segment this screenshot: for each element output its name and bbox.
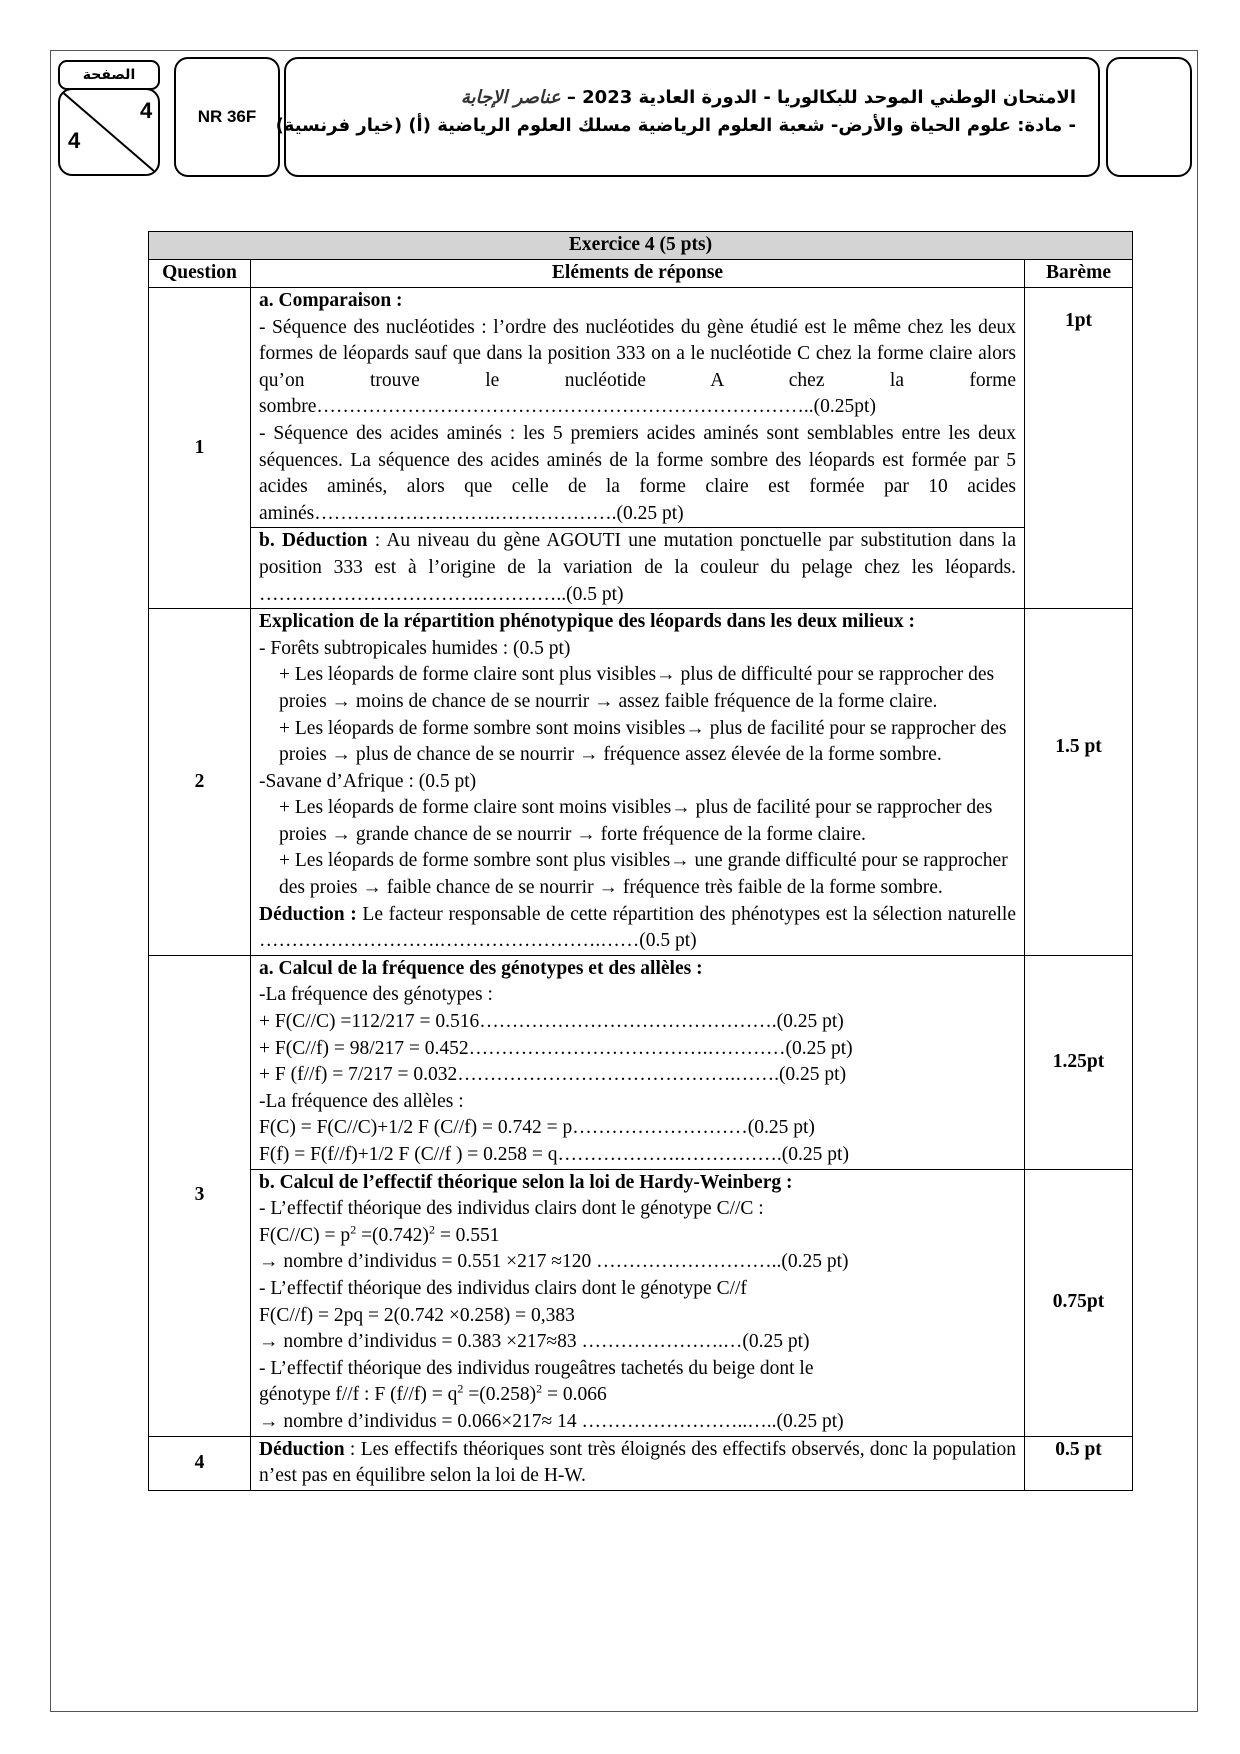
bareme-value: 1pt (1025, 288, 1133, 609)
page-total: 4 (68, 128, 81, 153)
exam-title-box (275, 57, 1100, 177)
answer-cell (251, 288, 1025, 528)
answer-text: + F(C//f) = 98/217 = 0.452……………………………….…………(0.25 pt) (259, 1037, 853, 1059)
answer-cell (251, 609, 1025, 956)
question-number: 4 (149, 1436, 251, 1490)
answer-subtitle: a. Comparaison : (259, 290, 403, 311)
answer-subtitle: b. Calcul de l’effectif théorique selon la loi de Hardy-Weinberg : (259, 1171, 793, 1193)
col-bareme: Barème (1025, 260, 1133, 288)
table-row (149, 288, 1133, 528)
answer-text: - L’effectif théorique des individus clairs dont le génotype C//C : (259, 1198, 764, 1220)
exam-title-line1 (308, 85, 1076, 111)
answer-text: - Forêts subtropicales humides : (0.5 pt) (259, 637, 571, 659)
bareme-value: 0.5 pt (1025, 1436, 1133, 1490)
answer-text: + Les léopards de forme claire sont moins visibles→ plus de facilité pour se rapprocher des proies → grande chance de se nourrir → forte fréquence de la forme claire. (279, 797, 993, 845)
answer-text: + F(C//C) =112/217 = 0.516……………………………………….(0.25 pt) (259, 1011, 844, 1033)
answer-subtitle: Explication de la répartition phénotypique des léopards dans les deux milieux : (259, 611, 916, 633)
answer-text: → nombre d’individus = 0.551 ×217 ≈120 ………………………..(0.25 pt) (259, 1251, 849, 1273)
answer-text: b. Déduction : Au niveau du gène AGOUTI une mutation ponctuelle par substitution dans la position 333 est à l’origine de la variation de la couleur du pelage chez les léopards. …………………………….…………..(0.5 pt) (259, 530, 1016, 605)
table-row (149, 1436, 1133, 1490)
answer-cell (251, 955, 1025, 1169)
answer-text: -La fréquence des génotypes : (259, 984, 493, 1006)
answer-table (148, 231, 1133, 1491)
answer-text: → nombre d’individus = 0.066×217≈ 14 ……………………..…..(0.25 pt) (259, 1410, 844, 1432)
answer-text: + Les léopards de forme sombre sont moins visibles→ plus de facilité pour se rapprocher des proies → plus de chance de se nourrir → fréquence assez élevée de la forme sombre. (279, 717, 1007, 766)
answer-text: Déduction : Les effectifs théoriques sont très éloignés des effectifs observés, donc la population n’est pas en équilibre selon la loi de H-W. (259, 1438, 1016, 1487)
bareme-value: 1.25pt (1025, 955, 1133, 1169)
answer-text: → nombre d’individus = 0.383 ×217≈83 ………………….…(0.25 pt) (259, 1331, 810, 1353)
answer-text: génotype f//f : F $(f//f) = q^2 =(0.258)^2 = 0.066$ (259, 1381, 607, 1406)
table-row (149, 1169, 1133, 1436)
question-number: 2 (149, 609, 251, 956)
page-current: 4 (140, 98, 153, 123)
answer-text: + F (f//f) = 7/217 = 0.032…………………………………….…….(0.25 pt) (259, 1064, 847, 1086)
page-number-box (58, 88, 160, 176)
answer-cell (251, 528, 1025, 609)
answer-elements-label: عناصر الإجابة (460, 87, 561, 108)
table-row (149, 528, 1133, 609)
answer-cell (251, 1436, 1025, 1490)
question-number: 1 (149, 288, 251, 609)
exam-subject-line: - مادة: علوم الحياة والأرض- شعبة العلوم الرياضية مسلك العلوم الرياضية (أ) (خيار فرنسية) (275, 115, 1076, 136)
answer-text: - L’effectif théorique des individus clairs dont le génotype C//f (259, 1277, 747, 1299)
answer-text: $F(C//C) = p^2 =(0.742)^2 = 0.551$ (259, 1222, 500, 1246)
answer-text: -Savane d’Afrique : (0.5 pt) (259, 770, 477, 792)
answer-text: + Les léopards de forme sombre sont plus visibles→ une grande difficulté pour se rapprocher des proies → faible chance de se nourrir → fréquence très faible de la forme sombre. (279, 850, 1008, 899)
blank-corner-box (1106, 57, 1192, 177)
answer-text: -La fréquence des allèles : (259, 1090, 464, 1112)
answer-subtitle: a. Calcul de la fréquence des génotypes et des allèles : (259, 957, 703, 979)
exercise-title: Exercice 4 (5 pts) (149, 232, 1133, 260)
answer-text: Déduction : Le facteur responsable de cette répartition des phénotypes est la sélection naturelle ……………………….…………………….……(0.5 pt) (259, 903, 1016, 952)
exam-title-text: الامتحان الوطني الموحد للبكالوريا - الدورة العادية 2023 – (566, 87, 1076, 108)
answer-text: - Séquence des acides aminés : les 5 premiers acides aminés sont semblables entre les deux séquences. La séquence des acides aminés de la forme sombre des léopards est formée par 5 acides aminés, alors que celle de la forme claire est formée par 10 acides aminés……………………….……………….(0.25 pt) (259, 422, 1016, 524)
answer-text: - Séquence des nucléotides : l’ordre des nucléotides du gène étudié est le même chez les deux formes de léopards sauf que dans la position 333 on a le nucléotide C chez la forme claire alors qu’on trouve le nucléotide A chez la forme sombre…………………………………………………………………..(0.25pt) (259, 316, 1016, 418)
answer-text: F(C//f) = 2pq = 2(0.742 ×0.258) = 0,383 (259, 1304, 575, 1326)
answer-text: + Les léopards de forme claire sont plus visibles→ plus de difficulté pour se rapprocher des proies → moins de chance de se nourrir → assez faible fréquence de la forme claire. (279, 664, 995, 712)
answer-text: F(f) = F(f//f)+1/2 F (C//f ) = 0.258 = q……………….…………….(0.25 pt) (259, 1144, 849, 1165)
answer-text: F(C) = F(C//C)+1/2 F (C//f) = 0.742 = p………………………(0.25 pt) (259, 1117, 815, 1139)
table-row (149, 609, 1133, 956)
question-number: 3 (149, 955, 251, 1436)
col-question: Question (149, 260, 251, 288)
table-row (149, 955, 1133, 1169)
col-elements: Eléments de réponse (251, 260, 1025, 288)
page-label: الصفحة (58, 60, 160, 90)
bareme-value: 0.75pt (1025, 1169, 1133, 1436)
exam-code: NR 36F (174, 57, 280, 177)
bareme-value: 1.5 pt (1025, 609, 1133, 956)
answer-text: - L’effectif théorique des individus rougeâtres tachetés du beige dont le (259, 1357, 814, 1379)
answer-cell (251, 1169, 1025, 1436)
